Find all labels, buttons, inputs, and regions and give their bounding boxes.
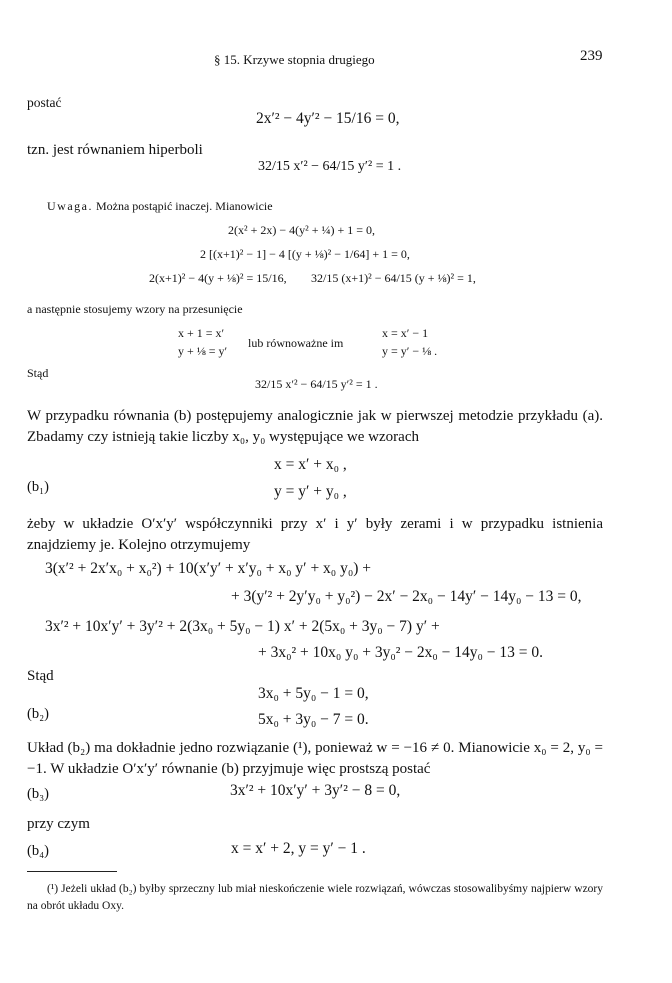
label-b1: (b₁) [27,479,49,495]
shift-right-1: x = x′ − 1 [382,326,429,340]
shift-middle-text: lub równoważne im [248,336,344,350]
equation-b4: x = x′ + 2, y = y′ − 1 . [231,840,366,857]
footnote: (¹) Jeżeli układ (b₂) byłby sprzeczny lub miał nieskończenie wiele rozwiązań, wówczas stosowalibyśmy najpierw wzory na obrót układu Oxy. [27,883,603,912]
text-stad-1: Stąd [27,366,49,380]
equation-1: 2x′² − 4y′² − 15/16 = 0, [256,110,400,127]
equation-b1-1: x = x′ + x₀ , [274,456,347,473]
equation-5b: 32/15 (x+1)² − 64/15 (y + ⅛)² = 1, [311,271,476,285]
label-b3: (b₃) [27,786,49,802]
label-b2: (b₂) [27,706,49,722]
equation-3: 2(x² + 2x) − 4(y² + ¼) + 1 = 0, [228,223,376,237]
running-header: § 15. Krzywe stopnia drugiego [214,52,375,67]
footnote-rule [27,871,117,872]
equation-b1-2: y = y′ + y₀ , [274,483,347,500]
equation-b3: 3x′² + 10x′y′ + 3y′² − 8 = 0, [230,782,401,799]
equation-6: 32/15 x′² − 64/15 y′² = 1 . [255,377,378,391]
equation-8b: + 3x₀² + 10x₀ y₀ + 3y₀² − 2x₀ − 14y₀ − 13 = 0. [258,644,544,661]
note-text: Można postąpić inaczej. Mianowicie [95,199,273,213]
equation-7b: + 3(y′² + 2y′y₀ + y₀²) − 2x′ − 2x₀ − 14y′ − 14y₀ − 13 = 0, [231,588,582,605]
equation-b2-1: 3x₀ + 5y₀ − 1 = 0, [258,685,369,702]
equation-7a: 3(x′² + 2x′x₀ + x₀²) + 10(x′y′ + x′y₀ + x₀ y′ + x₀ y₀) + [45,560,372,577]
text-nastepnie: a następnie stosujemy wzory na przesunięcie [27,302,243,316]
equation-8a: 3x′² + 10x′y′ + 3y′² + 2(3x₀ + 5y₀ − 1) x′ + 2(5x₀ + 3y₀ − 7) y′ + [45,618,440,635]
text-postac: postać [27,95,62,110]
text-stad-2: Stąd [27,668,54,684]
paragraph-zeby: żeby w układzie O′x′y′ współczynniki przy x′ i y′ były zerami i w przypadku istnienia znajdziemy je. Kolejno otrzymujemy [27,516,603,553]
equation-2: 32/15 x′² − 64/15 y′² = 1 . [258,159,402,174]
shift-left-2: y + ⅛ = y′ [178,344,228,358]
equation-4: 2 [(x+1)² − 1] − 4 [(y + ⅛)² − 1/64] + 1 = 0, [200,247,410,261]
shift-right-2: y = y′ − ⅛ . [382,344,438,358]
page-number: 239 [580,48,603,64]
shift-left-1: x + 1 = x′ [178,326,225,340]
label-b4: (b₄) [27,843,49,859]
equation-5a: 2(x+1)² − 4(y + ⅛)² = 15/16, [149,271,287,285]
equation-b2-2: 5x₀ + 3y₀ − 7 = 0. [258,711,369,728]
paragraph-uklad: Układ (b₂) ma dokładnie jedno rozwiązanie (¹), ponieważ w = −16 ≠ 0. Mianowicie x₀ = 2, y₀ = −1. W układzie O′x′y′ równanie (b) przyjmuje więc prostszą postać [27,740,603,777]
paragraph-b: W przypadku równania (b) postępujemy analogicznie jak w pierwszej metodzie przykładu (a). Zbadamy czy istnieją takie liczby x₀, y₀ występujące we wzorach [27,408,603,445]
note-label: Uwaga. Można postąpić inaczej. Mianowicie [47,199,273,213]
text-tzn: tzn. jest równaniem hiperboli [27,142,203,158]
text-przy-czym: przy czym [27,816,90,832]
